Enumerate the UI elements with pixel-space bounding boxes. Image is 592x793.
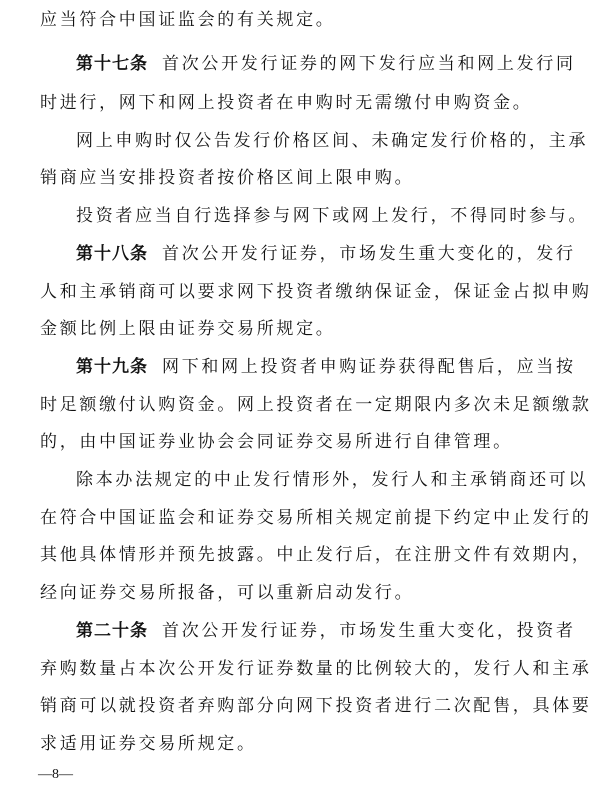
line-text: 销商可以就投资者弃购部分向网下投资者进行二次配售，具体要 <box>40 696 592 716</box>
text-line <box>40 658 592 680</box>
line-text: 求适用证券交易所规定。 <box>40 734 257 754</box>
line-text: 时进行，网下和网上投资者在申购时无需缴付申购资金。 <box>40 93 533 113</box>
article-number: 第十七条 <box>76 54 148 74</box>
text-line <box>40 695 592 717</box>
text-line <box>40 281 592 303</box>
article-19-heading-line <box>76 356 576 378</box>
line-text: 首次公开发行证券的网下发行应当和网上发行同 <box>162 54 576 74</box>
text-line <box>40 431 513 453</box>
article-20-heading-line <box>76 620 576 642</box>
line-text: 时足额缴付认购资金。网上投资者在一定期限内多次未足额缴款 <box>40 395 592 415</box>
line-text: 投资者应当自行选择参与网下或网上发行，不得同时参与。 <box>76 206 589 226</box>
line-text: 其他具体情形并预先披露。中止发行后，在注册文件有效期内， <box>40 545 592 565</box>
paragraph-first-line <box>76 130 588 152</box>
text-line <box>40 9 336 31</box>
text-line <box>40 394 592 416</box>
article-18-heading-line <box>76 243 576 265</box>
page-number: —8— <box>38 767 73 782</box>
line-text: 经向证券交易所报备，可以重新启动发行。 <box>40 583 415 603</box>
article-number: 第二十条 <box>76 621 148 641</box>
line-text: 在符合中国证监会和证券交易所相关规定前提下约定中止发行的 <box>40 508 592 528</box>
line-text: 首次公开发行证券，市场发生重大变化，投资者 <box>162 621 576 641</box>
text-line <box>40 582 414 604</box>
article-17-heading-line <box>76 53 576 75</box>
text-line <box>40 167 414 189</box>
article-number: 第十八条 <box>76 244 148 264</box>
paragraph-first-line <box>76 469 588 491</box>
line-text: 应当符合中国证监会的有关规定。 <box>40 10 336 30</box>
line-text: 网上申购时仅公告发行价格区间、未确定发行价格的，主承 <box>76 131 589 151</box>
text-line <box>40 507 592 529</box>
text-line <box>40 92 533 114</box>
line-text: 除本办法规定的中止发行情形外，发行人和主承销商还可以 <box>76 470 589 490</box>
line-text: 销商应当安排投资者按价格区间上限申购。 <box>40 168 415 188</box>
text-line <box>40 544 592 566</box>
line-text: 首次公开发行证券，市场发生重大变化的，发行 <box>162 244 576 264</box>
line-text: 网下和网上投资者申购证券获得配售后，应当按 <box>162 357 576 377</box>
line-text: 人和主承销商可以要求网下投资者缴纳保证金，保证金占拟申购 <box>40 282 592 302</box>
line-text: 弃购数量占本次公开发行证券数量的比例较大的，发行人和主承 <box>40 659 592 679</box>
paragraph-first-line <box>76 205 588 227</box>
line-text: 的，由中国证券业协会会同证券交易所进行自律管理。 <box>40 432 513 452</box>
line-text: 金额比例上限由证券交易所规定。 <box>40 319 336 339</box>
text-line <box>40 318 336 340</box>
article-number: 第十九条 <box>76 357 148 377</box>
text-line <box>40 733 257 755</box>
